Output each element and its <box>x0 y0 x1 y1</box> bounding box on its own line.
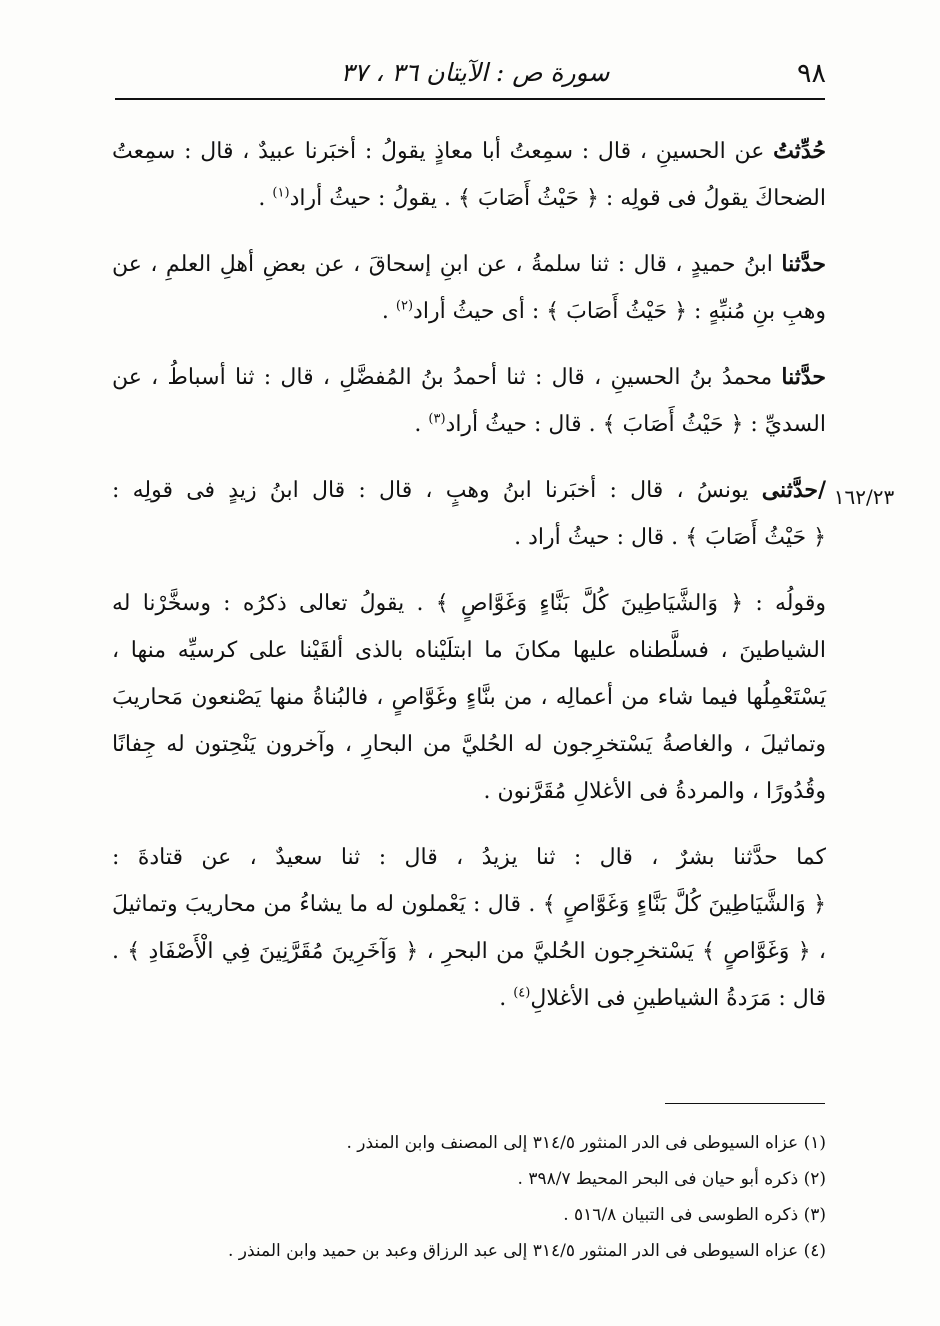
paragraph <box>112 834 826 1022</box>
footnotes <box>112 1125 826 1269</box>
paragraph-end: . <box>414 412 429 437</box>
footnote: (١) عزاه السيوطى فى الدر المنثور ٣١٤/٥ إلى المصنف وابن المنذر . <box>346 1133 826 1153</box>
isnad-lead: /حدَّثنى <box>761 477 826 503</box>
footnote-marker: (٢) <box>395 298 414 314</box>
footnote-rule <box>665 1103 825 1104</box>
footnote-marker: (٤) <box>513 985 531 1001</box>
paragraph <box>112 354 826 448</box>
paragraph-end: . <box>499 986 514 1011</box>
paragraph-end: . <box>258 186 273 211</box>
paragraph <box>112 467 826 561</box>
paragraph-tail: : أى حيثُ أراد <box>413 299 547 324</box>
quran-quote: ﴿ وَالشَّيَاطِينَ كُلَّ بَنَّاءٍ وَغَوَّاصٍ ﴾ <box>435 591 744 616</box>
paragraph-tail: . قال : يَعْملون له ما يشاءُ من محاريبَ وتماثيلَ ، ﴿ وَغَوَّاصٍ ﴾ يَسْتخرِجون الحُليَّ من البحرِ ، ﴿ وَآخَرِينَ مُقَرَّنِينَ فِي الْأَصْفَادِ ﴾ . قال : مَرَدةُ الشياطينِ فى الأغلالِ <box>112 892 826 1011</box>
paragraph-text: عن الحسينِ ، قال : سمِعتُ أبا معاذٍ يقولُ : أخبَرنا عبيدٌ ، قال : سمِعتُ الضحاكَ يقولُ فى قولِه : <box>112 139 826 211</box>
footnote-marker: (٣) <box>428 411 446 427</box>
paragraph-tail: . يقولُ : حيثُ أراد <box>289 186 459 211</box>
paragraph <box>112 241 826 335</box>
paragraph-tail: . قال : حيثُ أراد . <box>514 525 686 550</box>
footnote-marker: (١) <box>272 185 290 201</box>
isnad-lead: حدَّثنا <box>781 251 826 277</box>
paragraph <box>112 580 826 815</box>
paragraph-end: . <box>381 299 396 324</box>
quran-quote: ﴿ حَيْثُ أَصَابَ ﴾ <box>458 186 599 211</box>
main-text <box>112 128 826 1041</box>
footnote: (٤) عزاه السيوطى فى الدر المنثور ٣١٤/٥ إلى عبد الرزاق وعبد بن حميد وابن المنذر . <box>227 1241 826 1261</box>
quran-quote: ﴿ حَيْثُ أَصَابَ ﴾ <box>685 525 826 550</box>
paragraph-text: محمدُ بنُ الحسينِ ، قال : ثنا أحمدُ بنُ المُفضَّلِ ، قال : ثنا أسباطُ ، عن السديِّ : <box>112 365 826 437</box>
paragraph-text: وقولُه : <box>743 591 826 616</box>
paragraph-text: كما حدَّثنا بشرٌ ، قال : ثنا يزيدُ ، قال : ثنا سعيدٌ ، عن قتادةَ : <box>112 845 826 870</box>
paragraph-text: يونسُ ، قال : أخبَرنا ابنُ وهبٍ ، قال : قال ابنُ زيدٍ فى قولِه : <box>112 478 762 503</box>
isnad-lead: حُدِّثتُ <box>773 138 826 164</box>
quran-quote: ﴿ حَيْثُ أَصَابَ ﴾ <box>602 412 744 437</box>
page-number: ٩٨ <box>797 58 827 89</box>
running-head: سورة ص : الآيتان ٣٦ ، ٣٧ <box>340 58 610 87</box>
footnote: (٢) ذكره أبو حيان فى البحر المحيط ٣٩٨/٧ . <box>517 1169 826 1189</box>
quran-quote: ﴿ حَيْثُ أَصَابَ ﴾ <box>546 299 688 324</box>
footnote: (٣) ذكره الطوسى فى التبيان ٥١٦/٨ . <box>563 1205 826 1225</box>
isnad-lead: حدَّثنا <box>781 364 826 390</box>
margin-reference: ١٦٢/٢٣ <box>833 485 895 509</box>
quran-quote: ﴿ وَالشَّيَاطِينَ كُلَّ بَنَّاءٍ وَغَوَّاصٍ ﴾ <box>542 892 826 917</box>
header-rule <box>115 98 825 100</box>
paragraph-tail: . قال : حيثُ أراد <box>445 412 603 437</box>
paragraph-text: ابنُ حميدٍ ، قال : ثنا سلمةُ ، عن ابنِ إسحاقَ ، عن بعضِ أهلِ العلمِ ، عن وهبِ بنِ مُنبِّهٍ : <box>112 252 826 324</box>
paragraph-tail: . يقولُ تعالى ذكرُه : وسخَّرْنا له الشياطينَ ، فسلَّطناه عليها مكانَ ما ابتلَيْناه بالذى ألقَيْنا على كرسيِّه منها ، يَسْتَعْمِلُها فيما شاء من أعمالِه ، من بنَّاءٍ وغَوَّاصٍ ، فالبُناةُ منها يَصْنعون مَحاريبَ وتماثيلَ ، والغاصةُ يَسْتخرِجون له الحُليَّ من البحارِ ، وآخرون يَنْحِتون له جِفانًا وقُدُورًا ، والمردةُ فى الأغلالِ مُقَرَّنون . <box>112 591 826 804</box>
paragraph <box>112 128 826 222</box>
